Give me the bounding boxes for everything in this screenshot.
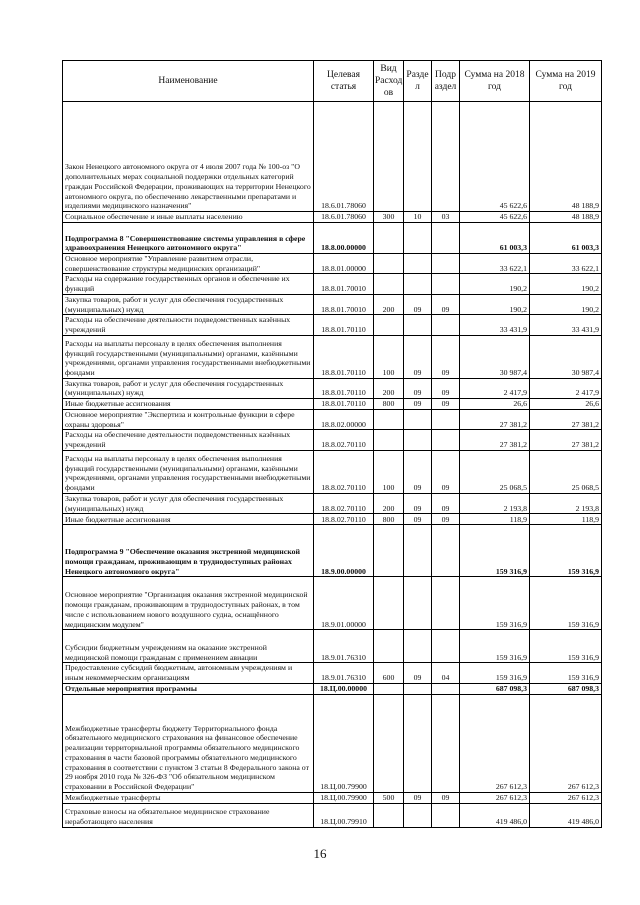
expense-kind-cell: [374, 223, 404, 254]
target-article-cell: 18.8.01.00000: [314, 254, 374, 274]
sum-2019-cell: 419 486,0: [530, 803, 602, 827]
expense-kind-cell: 200: [374, 493, 404, 513]
table-row: [63, 803, 602, 827]
subsection-cell: [432, 577, 460, 630]
sum-2019-cell: 25 068,5: [530, 450, 602, 493]
sum-2018-cell: 45 622,6: [460, 212, 530, 223]
subsection-cell: [432, 274, 460, 294]
subsection-cell: 09: [432, 294, 460, 314]
subsection-cell: 09: [432, 399, 460, 410]
subsection-cell: [432, 102, 460, 212]
sum-2019-cell: 687 098,3: [530, 683, 602, 694]
header-section: Разде л: [404, 61, 432, 102]
section-cell: 09: [404, 378, 432, 398]
sum-2018-cell: 45 622,6: [460, 102, 530, 212]
section-cell: 09: [404, 335, 432, 378]
table-row: [63, 399, 602, 410]
sum-2019-cell: 61 003,3: [530, 223, 602, 254]
table-row: [63, 294, 602, 314]
expense-kind-cell: 300: [374, 212, 404, 223]
row-name: Расходы на выплаты персоналу в целях обеспечения выполнения функций государственными (муниципальными) органами, казёнными учреждениями, органами управления государственными внебюджетными фондами: [63, 450, 314, 493]
expense-kind-cell: [374, 683, 404, 694]
table-row: [63, 430, 602, 450]
row-name: Расходы на обеспечение деятельности подведомственных казённых учреждений: [63, 430, 314, 450]
subsection-cell: 09: [432, 450, 460, 493]
sum-2018-cell: 2 417,9: [460, 378, 530, 398]
subsection-cell: [432, 410, 460, 430]
table-header-row: [63, 61, 602, 102]
expense-kind-cell: [374, 410, 404, 430]
sum-2018-cell: 159 316,9: [460, 525, 530, 577]
table-row: [63, 410, 602, 430]
row-name: Основное мероприятие "Организация оказания экстренной медицинской помощи гражданам, проживающим в труднодоступных районах, в том числе с использованием нового воздушного судна, оснащённого медицинским модулем": [63, 577, 314, 630]
target-article-cell: 18.8.01.70110: [314, 315, 374, 335]
budget-table: [62, 60, 602, 828]
table-row: [63, 514, 602, 525]
expense-kind-cell: 100: [374, 450, 404, 493]
target-article-cell: 18.9.01.00000: [314, 577, 374, 630]
sum-2018-cell: 25 068,5: [460, 450, 530, 493]
sum-2019-cell: 159 316,9: [530, 577, 602, 630]
table-row: [63, 335, 602, 378]
section-cell: [404, 102, 432, 212]
expense-kind-cell: [374, 694, 404, 792]
expense-kind-cell: [374, 274, 404, 294]
target-article-cell: 18.9.01.76310: [314, 663, 374, 683]
sum-2018-cell: 687 098,3: [460, 683, 530, 694]
sum-2019-cell: 190,2: [530, 274, 602, 294]
target-article-cell: 18.8.01.70010: [314, 274, 374, 294]
sum-2018-cell: 27 381,2: [460, 410, 530, 430]
sum-2018-cell: 159 316,9: [460, 630, 530, 663]
sum-2019-cell: 26,6: [530, 399, 602, 410]
expense-kind-cell: 500: [374, 792, 404, 803]
table-row: [63, 577, 602, 630]
sum-2019-cell: 48 188,9: [530, 102, 602, 212]
row-name: Иные бюджетные ассигнования: [63, 514, 314, 525]
section-cell: [404, 430, 432, 450]
header-subsection: Подр аздел: [432, 61, 460, 102]
expense-kind-cell: 200: [374, 378, 404, 398]
row-name: Межбюджетные трансферты: [63, 792, 314, 803]
sum-2019-cell: 27 381,2: [530, 410, 602, 430]
table-row: [63, 378, 602, 398]
subsection-cell: [432, 254, 460, 274]
row-name: Закупка товаров, работ и услуг для обеспечения государственных (муниципальных) нужд: [63, 294, 314, 314]
subsection-cell: [432, 683, 460, 694]
target-article-cell: 18.8.02.70110: [314, 493, 374, 513]
row-name: Подпрограмма 8 "Совершенствование системы управления в сфере здравоохранения Ненецкого автономного округа": [63, 223, 314, 254]
table-row: [63, 683, 602, 694]
row-name: Страховые взносы на обязательное медицинское страхование неработающего населения: [63, 803, 314, 827]
table-row: [63, 630, 602, 663]
subsection-cell: 09: [432, 493, 460, 513]
section-cell: 09: [404, 294, 432, 314]
table-row: [63, 212, 602, 223]
expense-kind-cell: [374, 577, 404, 630]
target-article-cell: 18.8.00.00000: [314, 223, 374, 254]
header-sum-2018: Сумма на 2018 год: [460, 61, 530, 102]
row-name: Подпрограмма 9 "Обеспечение оказания экстренной медицинской помощи гражданам, проживающим в труднодоступных районах Ненецкого автономного округа": [63, 525, 314, 577]
target-article-cell: 18.8.01.70110: [314, 335, 374, 378]
target-article-cell: 18.9.01.76310: [314, 630, 374, 663]
sum-2019-cell: 118,9: [530, 514, 602, 525]
section-cell: [404, 315, 432, 335]
sum-2019-cell: 190,2: [530, 294, 602, 314]
sum-2019-cell: 267 612,3: [530, 694, 602, 792]
subsection-cell: [432, 223, 460, 254]
target-article-cell: 18.8.01.70110: [314, 399, 374, 410]
subsection-cell: 09: [432, 514, 460, 525]
target-article-cell: 18.8.02.70110: [314, 514, 374, 525]
expense-kind-cell: 200: [374, 294, 404, 314]
expense-kind-cell: [374, 525, 404, 577]
row-name: Отдельные мероприятия программы: [63, 683, 314, 694]
row-name: Социальное обеспечение и иные выплаты населению: [63, 212, 314, 223]
expense-kind-cell: [374, 630, 404, 663]
subsection-cell: 09: [432, 335, 460, 378]
table-row: [63, 274, 602, 294]
sum-2019-cell: 27 381,2: [530, 430, 602, 450]
expense-kind-cell: 800: [374, 514, 404, 525]
section-cell: [404, 254, 432, 274]
sum-2018-cell: 159 316,9: [460, 663, 530, 683]
subsection-cell: [432, 430, 460, 450]
section-cell: 09: [404, 663, 432, 683]
sum-2019-cell: 2 193,8: [530, 493, 602, 513]
section-cell: [404, 223, 432, 254]
section-cell: [404, 694, 432, 792]
expense-kind-cell: [374, 102, 404, 212]
subsection-cell: [432, 630, 460, 663]
target-article-cell: 18.8.02.00000: [314, 410, 374, 430]
expense-kind-cell: 600: [374, 663, 404, 683]
header-expense-kind: Вид Расход ов: [374, 61, 404, 102]
expense-kind-cell: [374, 430, 404, 450]
target-article-cell: 18.Ц.00.79900: [314, 694, 374, 792]
sum-2019-cell: 2 417,9: [530, 378, 602, 398]
target-article-cell: 18.6.01.78060: [314, 102, 374, 212]
sum-2018-cell: 26,6: [460, 399, 530, 410]
section-cell: [404, 630, 432, 663]
table-row: [63, 102, 602, 212]
sum-2018-cell: 27 381,2: [460, 430, 530, 450]
target-article-cell: 18.8.01.70110: [314, 378, 374, 398]
target-article-cell: 18.Ц.00.79910: [314, 803, 374, 827]
row-name: Закупка товаров, работ и услуг для обеспечения государственных (муниципальных) нужд: [63, 493, 314, 513]
sum-2018-cell: 419 486,0: [460, 803, 530, 827]
section-cell: 09: [404, 493, 432, 513]
sum-2019-cell: 33 431,9: [530, 315, 602, 335]
expense-kind-cell: [374, 803, 404, 827]
table-row: [63, 525, 602, 577]
expense-kind-cell: 800: [374, 399, 404, 410]
sum-2018-cell: 33 622,1: [460, 254, 530, 274]
sum-2018-cell: 33 431,9: [460, 315, 530, 335]
section-cell: [404, 525, 432, 577]
sum-2019-cell: 48 188,9: [530, 212, 602, 223]
row-name: Иные бюджетные ассигнования: [63, 399, 314, 410]
expense-kind-cell: 100: [374, 335, 404, 378]
sum-2019-cell: 159 316,9: [530, 630, 602, 663]
subsection-cell: 09: [432, 378, 460, 398]
header-sum-2019: Сумма на 2019 год: [530, 61, 602, 102]
sum-2018-cell: 267 612,3: [460, 792, 530, 803]
sum-2019-cell: 159 316,9: [530, 525, 602, 577]
row-name: Закон Ненецкого автономного округа от 4 июля 2007 года № 100-оз "О дополнительных мерах социальной поддержки отдельных категорий граждан Российской Федерации, проживающих на территории Ненецкого автономного округа, по обеспечению лекарственными препаратами и изделиями медицинского назначения": [63, 102, 314, 212]
subsection-cell: 04: [432, 663, 460, 683]
row-name: Субсидии бюджетным учреждениям на оказание экстренной медицинской помощи гражданам с применением авиации: [63, 630, 314, 663]
target-article-cell: 18.Ц.00.79900: [314, 792, 374, 803]
sum-2019-cell: 159 316,9: [530, 663, 602, 683]
table-row: [63, 493, 602, 513]
row-name: Расходы на выплаты персоналу в целях обеспечения выполнения функций государственными (муниципальными) органами, казёнными учреждениями, органами управления государственными внебюджетными фондами: [63, 335, 314, 378]
table-row: [63, 223, 602, 254]
sum-2019-cell: 30 987,4: [530, 335, 602, 378]
row-name: Межбюджетные трансферты бюджету Территориального фонда обязательного медицинского страхования на финансовое обеспечение реализации территориальной программы обязательного медицинского страхования в части базовой программы обязательного медицинского страхования в соответствии с пунктом 3 статьи 8 Федерального закона от 29 ноября 2010 года № 326-ФЗ "Об обязательном медицинском страховании в Российской Федерации": [63, 694, 314, 792]
target-article-cell: 18.8.02.70110: [314, 430, 374, 450]
row-name: Закупка товаров, работ и услуг для обеспечения государственных (муниципальных) нужд: [63, 378, 314, 398]
sum-2018-cell: 267 612,3: [460, 694, 530, 792]
table-body: [63, 102, 602, 828]
subsection-cell: [432, 315, 460, 335]
sum-2018-cell: 30 987,4: [460, 335, 530, 378]
section-cell: [404, 683, 432, 694]
section-cell: 10: [404, 212, 432, 223]
header-target-article: Целевая статья: [314, 61, 374, 102]
section-cell: 09: [404, 399, 432, 410]
target-article-cell: 18.Ц.00.00000: [314, 683, 374, 694]
subsection-cell: [432, 803, 460, 827]
section-cell: 09: [404, 450, 432, 493]
header-name: Наименование: [63, 61, 314, 102]
section-cell: [404, 274, 432, 294]
sum-2018-cell: 61 003,3: [460, 223, 530, 254]
row-name: Расходы на содержание государственных органов и обеспечение их функций: [63, 274, 314, 294]
row-name: Основное мероприятие "Управление развитием отрасли, совершенствование структуры медицинских организаций": [63, 254, 314, 274]
section-cell: 09: [404, 792, 432, 803]
row-name: Предоставление субсидий бюджетным, автономным учреждениям и иным некоммерческим организациям: [63, 663, 314, 683]
sum-2019-cell: 267 612,3: [530, 792, 602, 803]
subsection-cell: [432, 525, 460, 577]
expense-kind-cell: [374, 315, 404, 335]
target-article-cell: 18.9.00.00000: [314, 525, 374, 577]
table-row: [63, 450, 602, 493]
table-row: [63, 315, 602, 335]
table-row: [63, 254, 602, 274]
expense-kind-cell: [374, 254, 404, 274]
subsection-cell: 03: [432, 212, 460, 223]
row-name: Расходы на обеспечение деятельности подведомственных казённых учреждений: [63, 315, 314, 335]
sum-2018-cell: 190,2: [460, 294, 530, 314]
table-row: [63, 792, 602, 803]
sum-2018-cell: 190,2: [460, 274, 530, 294]
row-name: Основное мероприятие "Экспертиза и контрольные функции в сфере охраны здоровья": [63, 410, 314, 430]
target-article-cell: 18.6.01.78060: [314, 212, 374, 223]
target-article-cell: 18.8.01.70010: [314, 294, 374, 314]
section-cell: [404, 803, 432, 827]
table-row: [63, 663, 602, 683]
sum-2018-cell: 159 316,9: [460, 577, 530, 630]
section-cell: 09: [404, 514, 432, 525]
sum-2018-cell: 118,9: [460, 514, 530, 525]
table-row: [63, 694, 602, 792]
sum-2018-cell: 2 193,8: [460, 493, 530, 513]
section-cell: [404, 577, 432, 630]
subsection-cell: 09: [432, 792, 460, 803]
target-article-cell: 18.8.02.70110: [314, 450, 374, 493]
page-number: 16: [313, 846, 327, 861]
section-cell: [404, 410, 432, 430]
subsection-cell: [432, 694, 460, 792]
sum-2019-cell: 33 622,1: [530, 254, 602, 274]
